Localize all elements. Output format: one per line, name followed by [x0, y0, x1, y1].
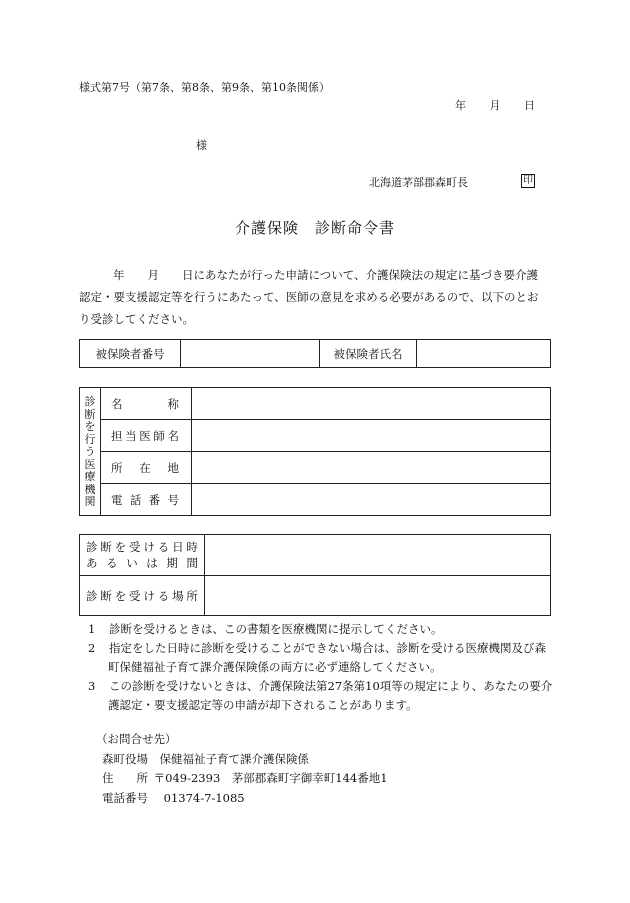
clinic-label-char: 師 [153, 428, 165, 443]
clinic-group-char: 関 [84, 495, 96, 509]
exam-place-label [80, 576, 205, 616]
exam-label-char: 受 [129, 588, 141, 603]
clinic-label-char: 在 [139, 460, 151, 475]
recipient-suffix: 様 [196, 139, 207, 152]
exam-label-char: る [106, 556, 118, 570]
notes-list [88, 620, 558, 715]
exam-label-char: け [143, 588, 155, 603]
exam-datetime-field[interactable] [205, 535, 551, 576]
exam-label-char: を [114, 540, 127, 554]
note-item [88, 620, 558, 639]
exam-label-char: る [157, 540, 170, 554]
exam-label-char: 時 [186, 540, 198, 554]
clinic-group-char: 断 [84, 407, 96, 421]
intro-paragraph [79, 264, 551, 330]
clinic-group-char: う [84, 445, 96, 459]
date-day: 日 [524, 99, 535, 112]
clinic-label-char: 名 [111, 396, 123, 411]
note-text [109, 677, 552, 715]
insured-name-field[interactable] [417, 340, 551, 368]
clinic-label-char: 号 [167, 492, 179, 507]
note-line: 護認定・要支援認定等の申請が却下されることがあります。 [108, 698, 418, 712]
exam-datetime-label-line2 [86, 555, 198, 571]
exam-label-char: 所 [186, 588, 198, 603]
clinic-group-char: を [84, 420, 96, 434]
clinic-label-char: 所 [111, 460, 123, 475]
note-text [109, 620, 443, 639]
exam-label-char: る [157, 588, 170, 603]
clinic-row-label [101, 452, 192, 484]
clinic-group-char: 診 [84, 395, 96, 409]
clinic-row-label-text [111, 396, 191, 412]
contact-address-label: 住 所 [102, 771, 148, 785]
clinic-label-char: 医 [139, 428, 151, 443]
clinic-group-label [80, 388, 101, 516]
intro-line-2: 認定・要支援認定等を行うにあたって、医師の意見を求める必要があるので、以下のとお [79, 290, 539, 304]
contact-office: 森町役場 保健福祉子育て課介護保険係 [102, 751, 309, 766]
clinic-row-field[interactable] [192, 484, 551, 516]
clinic-group-char: 医 [84, 457, 96, 471]
note-line: この診断を受けないときは、介護保険法第27条第10項等の規定により、あなたの要介 [109, 679, 553, 693]
clinic-row-label-text [111, 428, 191, 444]
contact-address-row [96, 769, 388, 789]
note-number: 1 [88, 622, 96, 636]
note-text [109, 639, 546, 677]
contact-heading: （お問合せ先） [96, 732, 177, 746]
insured-name-label: 被保険者氏名 [320, 340, 417, 368]
date-year: 年 [455, 99, 466, 112]
note-line: 指定をした日時に診断を受けることができない場合は、診断を受ける医療機関及び森 [109, 641, 546, 655]
issuer-name: 北海道茅部郡森町長 [369, 176, 468, 189]
exam-label-char: 診 [86, 588, 98, 603]
document-title: 介護保険 診断命令書 [234, 219, 395, 237]
exam-label-char: い [126, 556, 138, 570]
exam-label-char: は [146, 556, 158, 570]
clinic-row-field[interactable] [192, 388, 551, 420]
form-number: 様式第7号（第7条、第8条、第9条、第10条関係） [79, 81, 330, 94]
note-line: 町保健福祉子育て課介護保険係の両方に必ず連絡してください。 [108, 660, 442, 674]
intro-line-3: り受診してください。 [79, 312, 194, 326]
clinic-group-char: 療 [84, 470, 96, 484]
exam-table [79, 534, 551, 616]
note-number: 3 [88, 679, 96, 693]
exam-label-char: を [114, 588, 127, 603]
clinic-label-char: 電 [111, 492, 123, 507]
contact-block [96, 730, 388, 808]
clinic-label-char: 担 [111, 428, 123, 443]
exam-label-char: 断 [100, 588, 112, 603]
intro-line-1: 年 月 日にあなたが行った申請について、介護保険法の規定に基づき要介護 [113, 268, 539, 282]
contact-phone: 01374-7-1085 [163, 790, 245, 805]
contact-address: 〒049-2393 茅部郡森町字御幸町144番地1 [153, 771, 388, 785]
exam-label-char: 断 [100, 540, 112, 554]
clinic-row-label [101, 388, 192, 420]
exam-place-field[interactable] [205, 576, 551, 616]
insured-info-table [79, 339, 551, 368]
date-month: 月 [489, 99, 501, 112]
seal-mark: 印 [523, 175, 533, 186]
exam-label-char: あ [86, 556, 98, 570]
clinic-label-char: 話 [129, 492, 142, 507]
clinic-group-char: 行 [84, 432, 96, 446]
note-item [88, 677, 558, 715]
date-line [455, 97, 535, 113]
clinic-row-label-text [111, 460, 191, 476]
clinic-label-char: 称 [167, 396, 179, 411]
note-number: 2 [88, 641, 96, 655]
clinic-row-field[interactable] [192, 420, 551, 452]
clinic-row-label [101, 420, 192, 452]
exam-label-char: 期 [166, 556, 178, 570]
clinic-row-field[interactable] [192, 452, 551, 484]
insured-number-field[interactable] [181, 340, 320, 368]
note-item [88, 639, 558, 677]
clinic-label-char: 番 [148, 492, 161, 507]
clinic-label-char: 地 [167, 460, 179, 475]
exam-label-char: け [143, 540, 155, 554]
insured-number-label: 被保険者番号 [80, 340, 181, 368]
contact-phone-row [96, 789, 388, 809]
exam-label-char: 日 [172, 540, 184, 554]
clinic-label-char: 当 [125, 428, 137, 443]
clinic-group-char: 機 [84, 482, 96, 496]
clinic-row-label [101, 484, 192, 516]
exam-label-char: 場 [172, 588, 184, 603]
clinic-row-label-text [111, 492, 191, 508]
exam-label-char: 受 [129, 540, 141, 554]
exam-datetime-label-line1 [86, 539, 198, 555]
note-line: 診断を受けるときは、この書類を医療機関に提示してください。 [109, 622, 443, 636]
clinic-table [79, 387, 551, 516]
exam-label-char: 間 [186, 556, 198, 570]
exam-place-label-text [86, 588, 198, 604]
contact-phone-label: 電話番号 [102, 790, 148, 805]
clinic-label-char: 名 [167, 428, 179, 443]
exam-datetime-label [80, 535, 205, 576]
exam-label-char: 診 [86, 540, 98, 554]
